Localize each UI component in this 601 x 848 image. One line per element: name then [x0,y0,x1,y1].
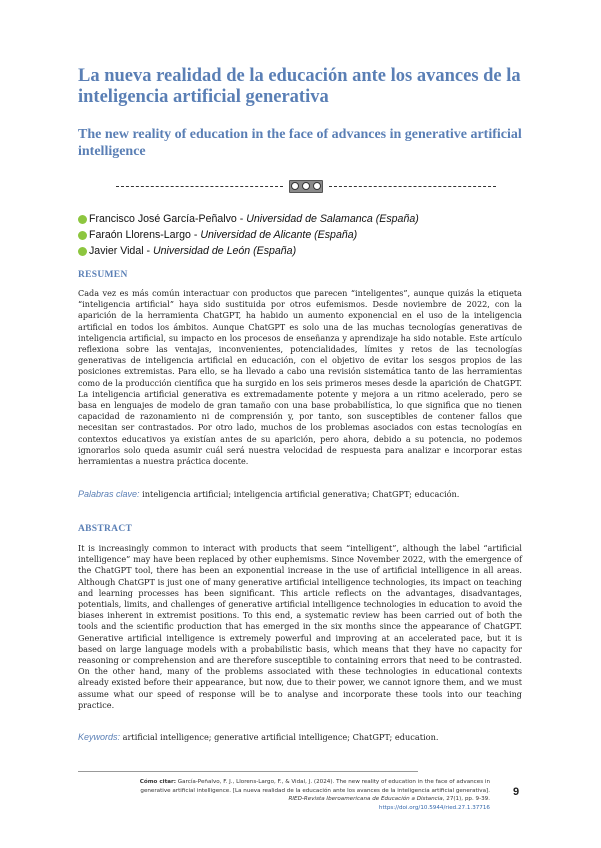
cc-dot-icon [302,182,310,190]
author-name: Faraón Llorens-Largo [89,229,191,241]
resumen-keywords [78,489,522,500]
citation-text: García-Peñalvo, F. J., Llorens-Largo, F., & Vidal, J. (2024). The new reality of education in the face of advances in generative artificial intelligence. [La nueva realidad de la educación ante los avances de la inteligencia artificial generativa]. [140,779,490,794]
orcid-icon[interactable] [78,215,87,224]
abstract-keywords [78,732,522,743]
author-name: Javier Vidal [89,245,144,257]
page-number: 9 [513,786,520,798]
orcid-icon[interactable] [78,247,87,256]
dashed-rule-left [116,186,283,187]
author-affiliation: Universidad de Alicante (España) [200,229,358,241]
orcid-icon[interactable] [78,231,87,240]
abstract-heading: ABSTRACT [78,524,133,534]
author-entry: Javier Vidal - Universidad de León (España) [78,243,518,259]
doi-link[interactable]: https://doi.org/10.5944/ried.27.1.37716 [378,804,490,811]
keywords-text: artificial intelligence; generative artificial intelligence; ChatGPT; education. [122,732,439,742]
title-english: The new reality of education in the face of advances in generative artificial intelligence [78,127,522,159]
keywords-label: Keywords: [78,732,121,742]
abstract-text: It is increasingly common to interact with products that seem “intelligent”, although the label “artificial intelligence” may have been replaced by other euphemisms. Since November 2022, with the emergence of the ChatGPT tool, there has been an exponential increase in the use of artificial intelligence in all areas. Although ChatGPT is just one of many generative artificial intelligence technologies, its impact on teaching and learning processes has been significant. This article reflects on the advantages, disadvantages, potentials, limits, and challenges of generative artificial intelligence technologies in education to avoid the biases inherent in extremist positions. To this end, a systematic review has been carried out of both the tools and the scientific production that has emerged in the six months since the appearance of ChatGPT. Generative artificial intelligence is extremely powerful and improving at an accelerated pace, but it is based on large language models with a probabilistic basis, which means that they have no capacity for reasoning or comprehension and are therefore susceptible to containing errors that need to be contrasted. On the other hand, many of the problems associated with these technologies in educational contexts already existed before their appearance, but now, due to their power, we cannot ignore them, and we must assume what our speed of response will be to analyse and incorporate these tools into our teaching practice. [78,543,522,710]
separator-with-license [116,179,496,193]
author-name: Francisco José García-Peñalvo [89,213,237,225]
citation-label: Cómo citar: [139,779,177,785]
cc-dot-icon [291,182,299,190]
citation-journal: RIED-Revista Iberoamericana de Educación a Distancia [288,796,443,803]
resumen-heading: RESUMEN [78,270,128,280]
author-list [78,211,518,259]
citation-volume: , 27(1), pp. 9-39. [442,796,490,803]
author-entry: Faraón Llorens-Largo - Universidad de Alicante (España) [78,227,518,243]
resumen-text: Cada vez es más común interactuar con productos que parecen “inteligentes”, aunque quizás la etiqueta “inteligencia artificial” haya sido sustituida por otros eufemismos. Desde noviembre de 2022, con la aparición de la herramienta ChatGPT, ha habido un aumento exponencial en el uso de la inteligencia artificial en todos los ámbitos. Aunque ChatGPT es solo una de las muchas tecnologías generativas de inteligencia artificial, su impacto en los procesos de enseñanza y aprendizaje ha sido notable. Este artículo reflexiona sobre las ventajas, inconvenientes, potencialidades, límites y retos de las tecnologías generativas de inteligencia artificial en educación, con el objetivo de evitar los sesgos propios de las posiciones extremistas. Para ello, se ha llevado a cabo una revisión sistemática tanto de las herramientas como de la producción científica que ha surgido en los seis primeros meses desde la aparición de ChatGPT. La inteligencia artificial generativa es extremadamente potente y mejora a un ritmo acelerado, pero se basa en lenguajes de modelo de gran tamaño con una base probabilística, lo que significa que no tienen capacidad de razonamiento ni de comprensión y, por tanto, son susceptibles de contener fallos que necesitan ser contrastados. Por otro lado, muchos de los problemas asociados con estas tecnologías en contextos educativos ya existían antes de su aparición, pero ahora, debido a su potencia, no podemos ignorarlos solo queda asumir cuál será nuestra velocidad de respuesta para analizar e incorporar estas herramientas a nuestra práctica docente. [78,288,522,467]
footer-rule [78,771,418,772]
author-affiliation: Universidad de León (España) [153,245,297,257]
author-entry: Francisco José García-Peñalvo - Universidad de Salamanca (España) [78,211,518,227]
keywords-text: inteligencia artificial; inteligencia artificial generativa; ChatGPT; educación. [142,489,460,499]
keywords-label: Palabras clave: [78,489,140,499]
citation-block [130,778,490,812]
author-affiliation: Universidad de Salamanca (España) [246,213,419,225]
cc-dot-icon [313,182,321,190]
creative-commons-license-icon[interactable] [289,180,323,193]
dashed-rule-right [329,186,496,187]
title-spanish: La nueva realidad de la educación ante los avances de la inteligencia artificial generativa [78,66,521,107]
